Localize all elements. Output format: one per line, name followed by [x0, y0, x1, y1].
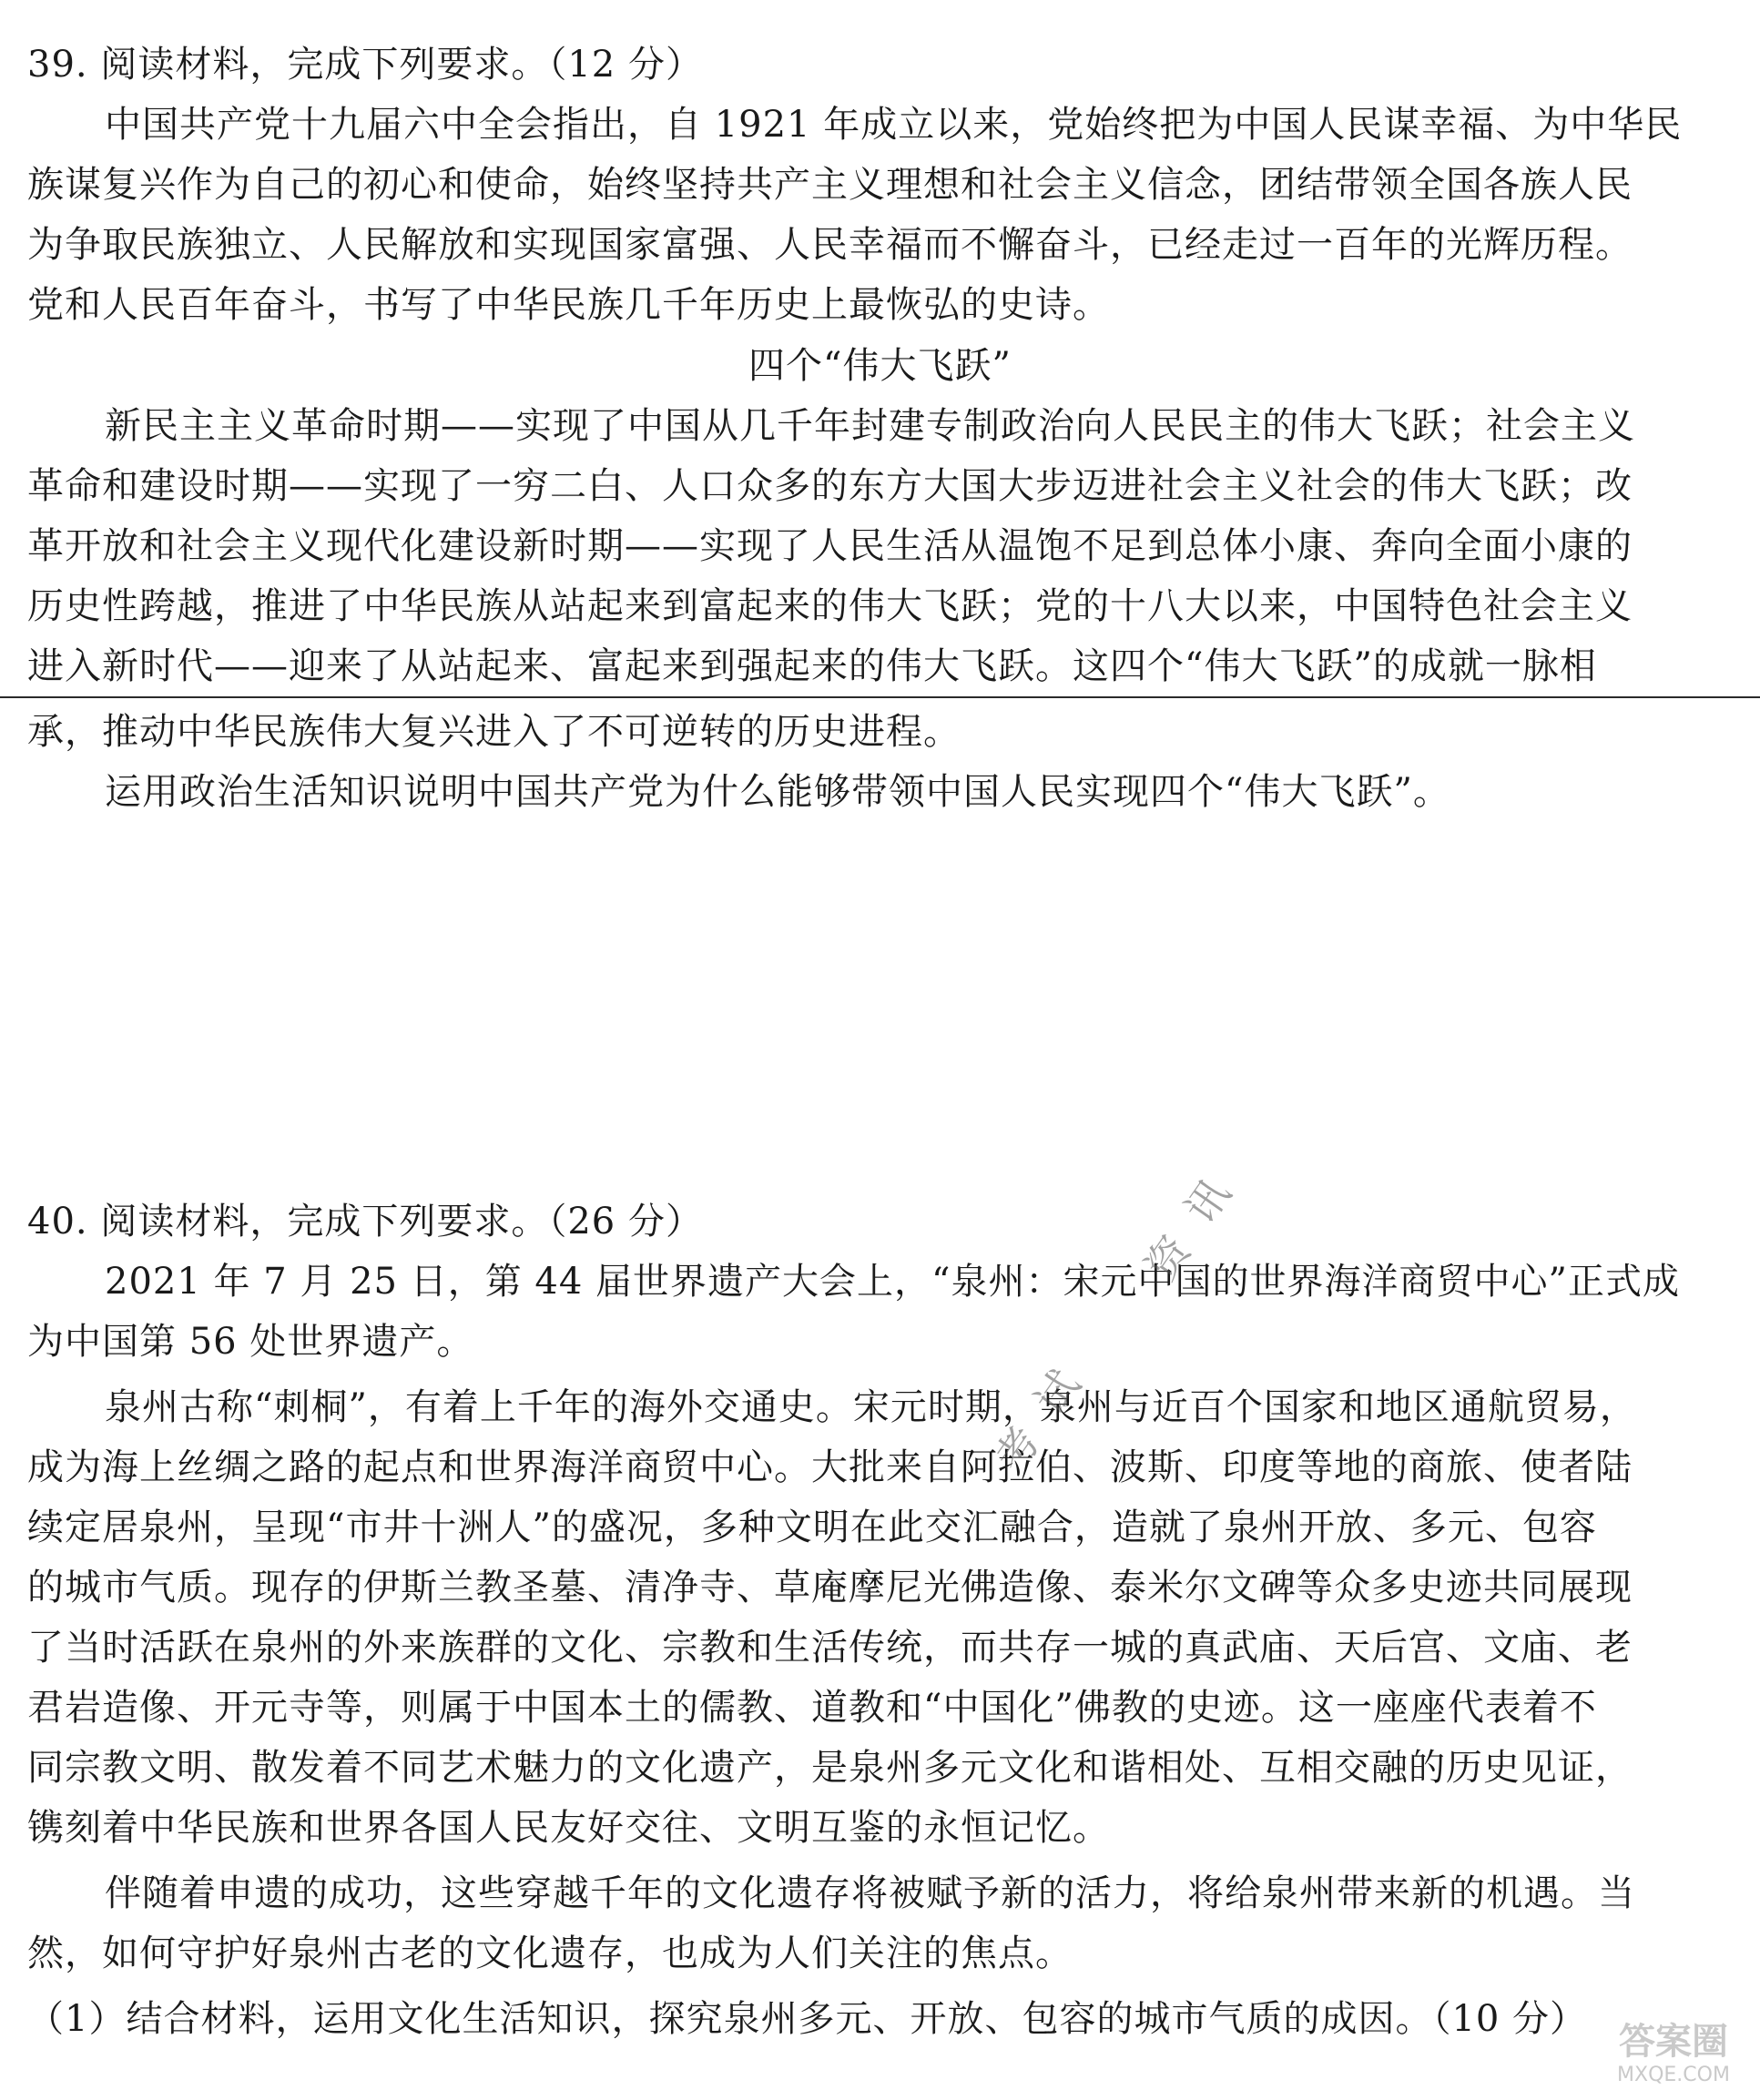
- q39-para2-line: 新民主主义革命时期——实现了中国从几千年封建专制政治向人民民主的伟大飞跃；社会主义: [105, 405, 1635, 447]
- q40-para2-line: 了当时活跃在泉州的外来族群的文化、宗教和生活传统，而共存一城的真武庙、天后宫、文庙、老: [27, 1627, 1633, 1669]
- page-divider: [0, 696, 1760, 698]
- q39-para2-line: 承，推动中华民族伟大复兴进入了不可逆转的历史进程。: [27, 711, 961, 753]
- q40-para1-line: 为中国第 56 处世界遗产。: [27, 1321, 474, 1363]
- q40-para2-line: 同宗教文明、散发着不同艺术魅力的文化遗产，是泉州多元文化和谐相处、互相交融的历史见证，: [27, 1747, 1633, 1789]
- q40-para3-line: 伴随着申遗的成功，这些穿越千年的文化遗存将被赋予新的活力，将给泉州带来新的机遇。当: [105, 1872, 1635, 1914]
- q39-question: 运用政治生活知识说明中国共产党为什么能够带领中国人民实现四个“伟大飞跃”。: [105, 771, 1450, 813]
- q40-para2-line: 成为海上丝绸之路的起点和世界海洋商贸中心。大批来自阿拉伯、波斯、印度等地的商旅、使者陆: [27, 1446, 1633, 1488]
- q39-para1-line: 族谋复兴作为自己的初心和使命，始终坚持共产主义理想和社会主义信念，团结带领全国各族人民: [27, 164, 1633, 206]
- q39-para2-line: 历史性跨越，推进了中华民族从站起来到富起来的伟大飞跃；党的十八大以来，中国特色社会主义: [27, 585, 1633, 627]
- q40-para1-line: 2021 年 7 月 25 日，第 44 届世界遗产大会上，“泉州：宋元中国的世界海洋商贸中心”正式成: [105, 1261, 1680, 1303]
- q40-para2-line: 续定居泉州，呈现“市井十洲人”的盛况，多种文明在此交汇融合，造就了泉州开放、多元、包容: [27, 1507, 1597, 1548]
- q39-para2-line: 革开放和社会主义现代化建设新时期——实现了人民生活从温饱不足到总体小康、奔向全面小康的: [27, 525, 1633, 567]
- q40-para3-line: 然，如何守护好泉州古老的文化遗存，也成为人们关注的焦点。: [27, 1933, 1073, 1974]
- logo-mark: 答案圈: [1619, 2021, 1728, 2063]
- q39-para2-line: 革命和建设时期——实现了一穷二白、人口众多的东方大国大步迈进社会主义社会的伟大飞跃；改: [27, 465, 1633, 507]
- q39-subtitle: 四个“伟大飞跃”: [748, 345, 1012, 387]
- q40-para2-line: 镌刻着中华民族和世界各国人民友好交往、文明互鉴的永恒记忆。: [27, 1807, 1110, 1849]
- q39-para1-line: 党和人民百年奋斗，书写了中华民族几千年历史上最恢弘的史诗。: [27, 284, 1110, 326]
- q40-para2-line: 君岩造像、开元寺等，则属于中国本土的儒教、道教和“中国化”佛教的史迹。这一座座代表着不: [27, 1687, 1597, 1729]
- logo-url: MXQE.COM: [1617, 2064, 1730, 2086]
- q39-header: 39. 阅读材料，完成下列要求。（12 分）: [27, 44, 703, 86]
- q40-para2-line: 泉州古称“刺桐”，有着上千年的海外交通史。宋元时期，泉州与近百个国家和地区通航贸易，: [105, 1386, 1637, 1428]
- q40-para2-line: 的城市气质。现存的伊斯兰教圣墓、清净寺、草庵摩尼光佛造像、泰米尔文碑等众多史迹共同展现: [27, 1567, 1633, 1608]
- q40-subquestion-1: （1）结合材料，运用文化生活知识，探究泉州多元、开放、包容的城市气质的成因。（10 分）: [27, 1998, 1588, 2040]
- q39-para1-line: 中国共产党十九届六中全会指出，自 1921 年成立以来，党始终把为中国人民谋幸福、为中华民: [105, 104, 1683, 146]
- watermark-text: 考试: [985, 1338, 1105, 1481]
- q39-para2-line: 进入新时代——迎来了从站起来、富起来到强起来的伟大飞跃。这四个“伟大飞跃”的成就一脉相: [27, 645, 1597, 687]
- watermark-text: 资讯: [1135, 1147, 1256, 1290]
- corner-logo: [1592, 2020, 1755, 2095]
- q40-header: 40. 阅读材料，完成下列要求。（26 分）: [27, 1201, 703, 1243]
- q39-para1-line: 为争取民族独立、人民解放和实现国家富强、人民幸福而不懈奋斗，已经走过一百年的光辉历程。: [27, 224, 1633, 266]
